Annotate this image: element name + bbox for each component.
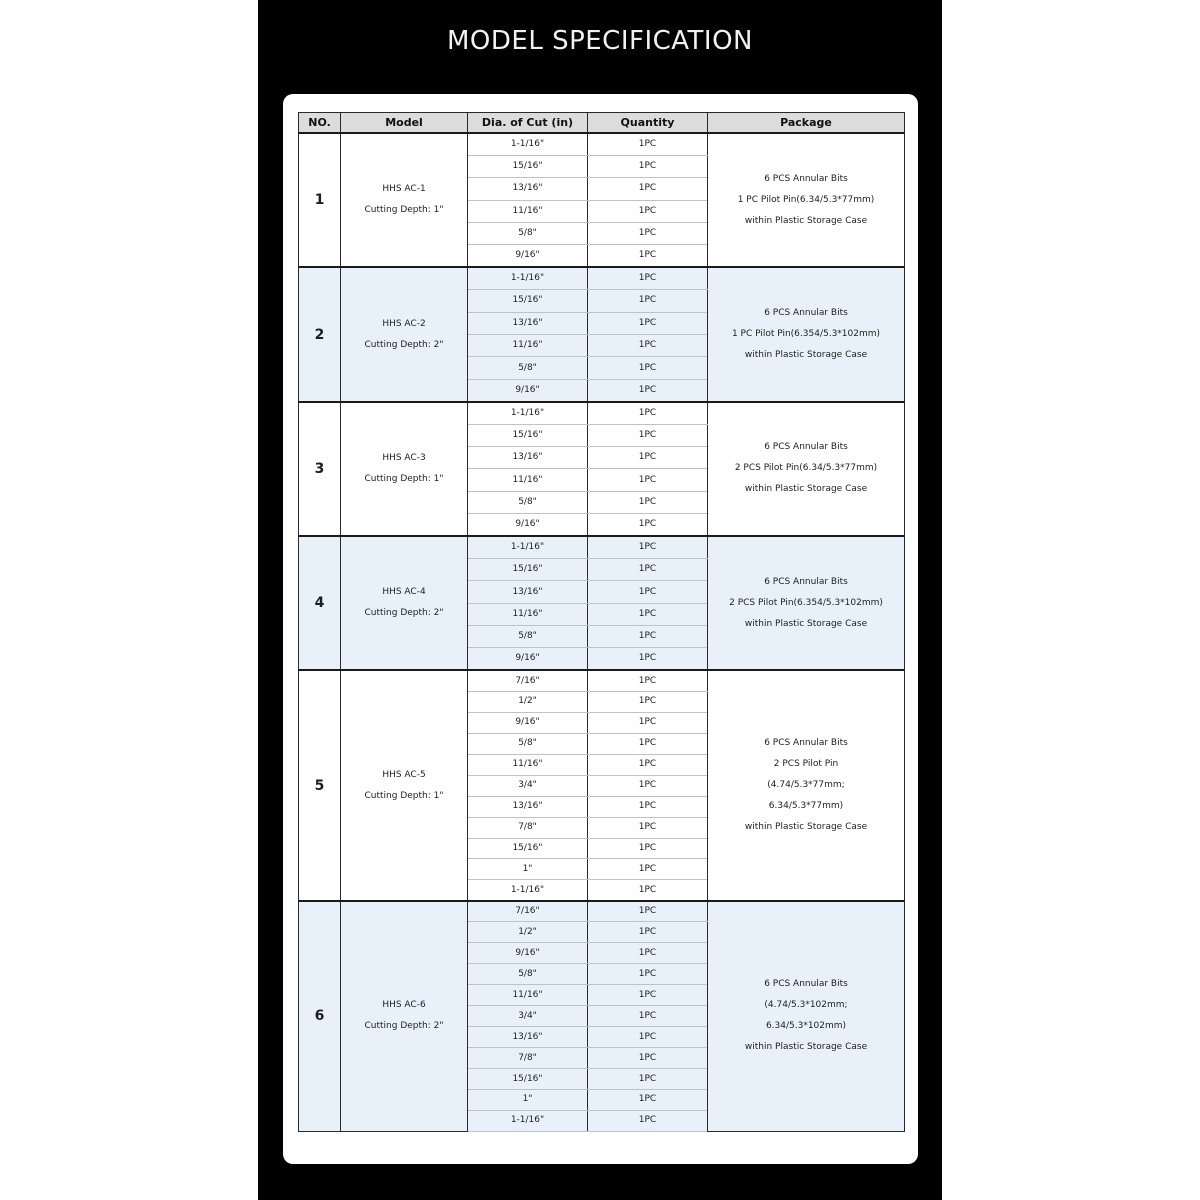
dia-of-cut-cell: 13/16": [468, 1027, 588, 1048]
model-text: HHS AC-3: [382, 452, 426, 463]
model-number: 3: [299, 402, 341, 536]
quantity-cell: 1PC: [588, 1048, 708, 1069]
table-header-row: [299, 113, 905, 134]
model-number: 1: [299, 133, 341, 267]
dia-of-cut-cell: 9/16": [468, 943, 588, 964]
model-group: [299, 267, 905, 401]
dia-of-cut-cell: 11/16": [468, 335, 588, 357]
model-text: Cutting Depth: 1": [364, 205, 444, 216]
header-model: Model: [341, 113, 468, 134]
dia-of-cut-cell: 13/16": [468, 446, 588, 468]
package-cell: [708, 901, 905, 1132]
quantity-cell: 1PC: [588, 922, 708, 943]
quantity-cell: 1PC: [588, 648, 708, 670]
model-text: Cutting Depth: 2": [364, 339, 444, 350]
dia-of-cut-cell: 15/16": [468, 838, 588, 859]
quantity-cell: 1PC: [588, 469, 708, 491]
quantity-cell: 1PC: [588, 223, 708, 245]
package-text: within Plastic Storage Case: [744, 618, 868, 629]
quantity-cell: 1PC: [588, 985, 708, 1006]
dia-of-cut-cell: 5/8": [468, 491, 588, 513]
table-row: [299, 402, 905, 424]
quantity-cell: 1PC: [588, 245, 708, 267]
model-number: 2: [299, 267, 341, 401]
dia-of-cut-cell: 3/4": [468, 775, 588, 796]
quantity-cell: 1PC: [588, 335, 708, 357]
quantity-cell: 1PC: [588, 133, 708, 155]
dia-of-cut-cell: 15/16": [468, 290, 588, 312]
package-cell: [708, 267, 905, 401]
model-text: HHS AC-6: [382, 1000, 426, 1011]
spec-table: [298, 112, 905, 1132]
dia-of-cut-cell: 15/16": [468, 155, 588, 177]
model-cell: [341, 133, 468, 267]
dia-of-cut-cell: 9/16": [468, 245, 588, 267]
table-row: [299, 670, 905, 691]
dia-of-cut-cell: 11/16": [468, 200, 588, 222]
dia-of-cut-cell: 13/16": [468, 178, 588, 200]
model-cell: [341, 402, 468, 536]
model-cell: [341, 670, 468, 901]
dia-of-cut-cell: 11/16": [468, 985, 588, 1006]
package-text: 1 PC Pilot Pin(6.34/5.3*77mm): [737, 194, 875, 205]
model-text: HHS AC-4: [382, 587, 426, 598]
package-text: within Plastic Storage Case: [744, 1042, 868, 1053]
dia-of-cut-cell: 7/8": [468, 1048, 588, 1069]
quantity-cell: 1PC: [588, 1090, 708, 1111]
package-text: 6 PCS Annular Bits: [764, 442, 848, 453]
model-number: 5: [299, 670, 341, 901]
dia-of-cut-cell: 5/8": [468, 626, 588, 648]
table-row: [299, 536, 905, 558]
dia-of-cut-cell: 5/8": [468, 964, 588, 985]
dia-of-cut-cell: 9/16": [468, 379, 588, 401]
quantity-cell: 1PC: [588, 357, 708, 379]
dia-of-cut-cell: 11/16": [468, 469, 588, 491]
dia-of-cut-cell: 13/16": [468, 581, 588, 603]
quantity-cell: 1PC: [588, 670, 708, 691]
model-group: [299, 901, 905, 1132]
quantity-cell: 1PC: [588, 859, 708, 880]
quantity-cell: 1PC: [588, 901, 708, 922]
dia-of-cut-cell: 7/16": [468, 670, 588, 691]
dia-of-cut-cell: 15/16": [468, 558, 588, 580]
table-row: [299, 267, 905, 289]
quantity-cell: 1PC: [588, 379, 708, 401]
dia-of-cut-cell: 1-1/16": [468, 402, 588, 424]
quantity-cell: 1PC: [588, 178, 708, 200]
dia-of-cut-cell: 15/16": [468, 1069, 588, 1090]
dia-of-cut-cell: 11/16": [468, 754, 588, 775]
quantity-cell: 1PC: [588, 733, 708, 754]
quantity-cell: 1PC: [588, 558, 708, 580]
package-text: within Plastic Storage Case: [744, 350, 868, 361]
quantity-cell: 1PC: [588, 1110, 708, 1131]
package-text: (4.74/5.3*77mm;: [767, 780, 845, 791]
quantity-cell: 1PC: [588, 491, 708, 513]
package-text: 6 PCS Annular Bits: [764, 738, 848, 749]
quantity-cell: 1PC: [588, 880, 708, 901]
model-group: [299, 670, 905, 901]
package-text: 1 PC Pilot Pin(6.354/5.3*102mm): [731, 329, 881, 340]
dia-of-cut-cell: 1": [468, 1090, 588, 1111]
package-cell: [708, 402, 905, 536]
quantity-cell: 1PC: [588, 1006, 708, 1027]
quantity-cell: 1PC: [588, 514, 708, 536]
dia-of-cut-cell: 1-1/16": [468, 133, 588, 155]
package-text: 2 PCS Pilot Pin(6.354/5.3*102mm): [729, 597, 883, 608]
dia-of-cut-cell: 15/16": [468, 424, 588, 446]
model-text: HHS AC-1: [382, 184, 426, 195]
dia-of-cut-cell: 5/8": [468, 223, 588, 245]
quantity-cell: 1PC: [588, 200, 708, 222]
quantity-cell: 1PC: [588, 402, 708, 424]
dia-of-cut-cell: 5/8": [468, 733, 588, 754]
dia-of-cut-cell: 13/16": [468, 796, 588, 817]
header-no: NO.: [299, 113, 341, 134]
dia-of-cut-cell: 1-1/16": [468, 267, 588, 289]
package-cell: [708, 133, 905, 267]
header-quantity: Quantity: [588, 113, 708, 134]
model-group: [299, 133, 905, 267]
quantity-cell: 1PC: [588, 155, 708, 177]
header-dia-of-cut: Dia. of Cut (in): [468, 113, 588, 134]
package-cell: [708, 536, 905, 670]
model-text: Cutting Depth: 1": [364, 473, 444, 484]
dia-of-cut-cell: 9/16": [468, 712, 588, 733]
dia-of-cut-cell: 13/16": [468, 312, 588, 334]
package-text: 6.34/5.3*102mm): [765, 1021, 847, 1032]
package-text: 2 PCS Pilot Pin(6.34/5.3*77mm): [734, 463, 878, 474]
quantity-cell: 1PC: [588, 796, 708, 817]
dia-of-cut-cell: 9/16": [468, 514, 588, 536]
package-text: (4.74/5.3*102mm;: [764, 1000, 848, 1011]
quantity-cell: 1PC: [588, 290, 708, 312]
dia-of-cut-cell: 9/16": [468, 648, 588, 670]
quantity-cell: 1PC: [588, 712, 708, 733]
package-text: 6 PCS Annular Bits: [764, 173, 848, 184]
package-text: within Plastic Storage Case: [744, 215, 868, 226]
package-text: 6.34/5.3*77mm): [768, 801, 844, 812]
quantity-cell: 1PC: [588, 626, 708, 648]
model-number: 6: [299, 901, 341, 1132]
dia-of-cut-cell: 1/2": [468, 691, 588, 712]
package-text: 2 PCS Pilot Pin: [773, 759, 839, 770]
package-text: within Plastic Storage Case: [744, 484, 868, 495]
dia-of-cut-cell: 1-1/16": [468, 536, 588, 558]
quantity-cell: 1PC: [588, 838, 708, 859]
model-group: [299, 536, 905, 670]
quantity-cell: 1PC: [588, 754, 708, 775]
quantity-cell: 1PC: [588, 536, 708, 558]
quantity-cell: 1PC: [588, 312, 708, 334]
model-text: Cutting Depth: 1": [364, 790, 444, 801]
dia-of-cut-cell: 5/8": [468, 357, 588, 379]
dia-of-cut-cell: 1-1/16": [468, 1110, 588, 1131]
model-number: 4: [299, 536, 341, 670]
model-text: Cutting Depth: 2": [364, 608, 444, 619]
package-text: 6 PCS Annular Bits: [764, 308, 848, 319]
table-row: [299, 901, 905, 922]
quantity-cell: 1PC: [588, 581, 708, 603]
model-text: HHS AC-2: [382, 318, 426, 329]
quantity-cell: 1PC: [588, 1027, 708, 1048]
header-package: Package: [708, 113, 905, 134]
model-cell: [341, 267, 468, 401]
package-text: 6 PCS Annular Bits: [764, 576, 848, 587]
page-title: MODEL SPECIFICATION: [446, 26, 754, 56]
quantity-cell: 1PC: [588, 267, 708, 289]
dia-of-cut-cell: 11/16": [468, 603, 588, 625]
dia-of-cut-cell: 7/16": [468, 901, 588, 922]
quantity-cell: 1PC: [588, 691, 708, 712]
model-cell: [341, 901, 468, 1132]
dia-of-cut-cell: 1-1/16": [468, 880, 588, 901]
package-text: within Plastic Storage Case: [744, 822, 868, 833]
quantity-cell: 1PC: [588, 817, 708, 838]
dia-of-cut-cell: 7/8": [468, 817, 588, 838]
quantity-cell: 1PC: [588, 964, 708, 985]
quantity-cell: 1PC: [588, 446, 708, 468]
dia-of-cut-cell: 1": [468, 859, 588, 880]
quantity-cell: 1PC: [588, 1069, 708, 1090]
package-cell: [708, 670, 905, 901]
quantity-cell: 1PC: [588, 943, 708, 964]
table-row: [299, 133, 905, 155]
package-text: 6 PCS Annular Bits: [764, 979, 848, 990]
quantity-cell: 1PC: [588, 603, 708, 625]
model-text: Cutting Depth: 2": [364, 1021, 444, 1032]
dia-of-cut-cell: 3/4": [468, 1006, 588, 1027]
model-cell: [341, 536, 468, 670]
model-group: [299, 402, 905, 536]
model-text: HHS AC-5: [382, 769, 426, 780]
quantity-cell: 1PC: [588, 775, 708, 796]
quantity-cell: 1PC: [588, 424, 708, 446]
dia-of-cut-cell: 1/2": [468, 922, 588, 943]
